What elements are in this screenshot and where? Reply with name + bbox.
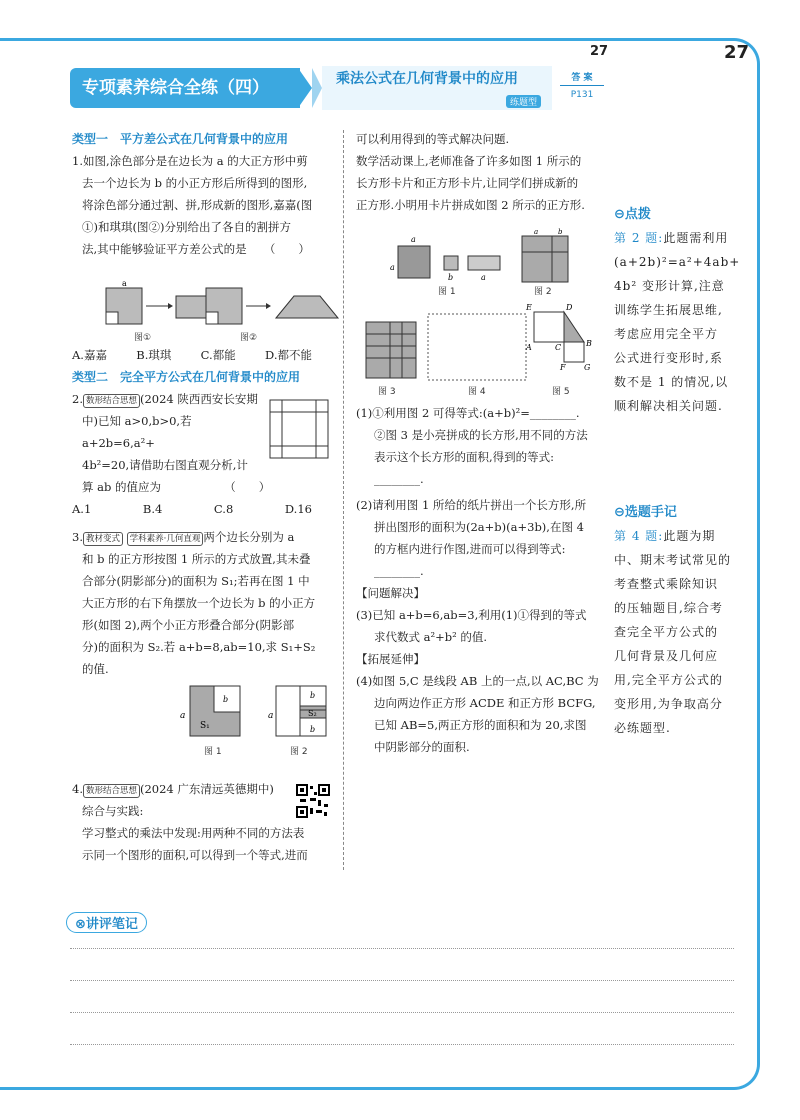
tip-line: 4b² 变形计算,注意 <box>614 279 725 293</box>
column-divider <box>343 130 344 870</box>
q1-option-b: B.琪琪 <box>136 348 172 362</box>
fig5-label-g: G <box>584 363 591 372</box>
q3-line-text: 两个边长分别为 a <box>203 530 295 544</box>
notes-line[interactable] <box>70 980 734 981</box>
tip-line: 公式进行变形时,系 <box>614 351 723 365</box>
intro-line: 正方形.小明用卡片拼成如图 2 所示的正方形. <box>356 198 585 212</box>
note-line: 考查整式乘除知识 <box>614 577 719 591</box>
fig5-label-e: E <box>526 303 532 312</box>
q2-line: 中)已知 a>0,b>0,若 a+2b=6,a²+ <box>82 414 192 450</box>
type2-heading: 类型二 完全平方公式在几何背景中的应用 <box>72 370 301 384</box>
side-column <box>614 204 754 418</box>
fig1-caption: 图 1 <box>438 287 456 297</box>
tip-title: ⊖点拨 <box>614 207 651 222</box>
q1-figures <box>100 278 340 348</box>
tip-title-text: 点拨 <box>624 207 651 222</box>
q2-option-d: D.16 <box>284 502 312 516</box>
notes-line[interactable] <box>70 1012 734 1013</box>
q1-arrow2-head <box>266 303 271 309</box>
intro-line: 可以利用得到的等式解决问题. <box>356 132 510 146</box>
q3-line: 3. 教材变式 学科素养·几何直观 两个边长分别为 a <box>72 530 295 544</box>
q3-figures <box>176 684 336 760</box>
q4-line-text: (2024 广东清远英德期中) <box>140 782 274 796</box>
fig2-square <box>522 236 568 282</box>
answer-page: P131 <box>570 90 594 100</box>
tip-line: 训练学生拓展思维, <box>614 303 723 317</box>
intro-line: 数学活动课上,老师准备了许多如图 1 所示的 <box>356 154 582 168</box>
q3-badge-2: 学科素养·几何直观 <box>127 532 204 546</box>
q1-option-d: D.都不能 <box>265 348 312 362</box>
type1-heading: 类型一 平方差公式在几何背景中的应用 <box>72 132 289 146</box>
q2-line: 4b²=20,请借助右图直观分析,计 <box>82 458 248 472</box>
tip-line: 顺利解决相关问题. <box>614 399 723 413</box>
notes-line[interactable] <box>70 948 734 949</box>
q2-figure <box>268 398 332 462</box>
fig5-label-b: B <box>586 339 592 348</box>
fig3-rect <box>366 322 416 378</box>
sub4-line: 中阴影部分的面积. <box>374 740 470 754</box>
q3-fig2-label-b2: b <box>310 725 316 734</box>
q4-line: 综合与实践: <box>82 804 144 818</box>
tip-body <box>614 226 754 418</box>
answer-reference <box>560 70 604 100</box>
section-subtitle: 乘法公式在几何背景中的应用 <box>336 71 518 87</box>
practice-tag: 练题型 <box>506 95 541 108</box>
q2-line: 2. 数形结合思想 (2024 陕西西安长安期 <box>72 392 258 406</box>
sub1-line: ②图 3 是小亮拼成的长方形,用不同的方法 <box>374 428 588 442</box>
notes-line[interactable] <box>70 1044 734 1045</box>
q3-line: 分)的面积为 S₂.若 a+b=8,ab=10,求 S₁+S₂ <box>82 640 316 654</box>
banner-arrow-light <box>312 68 322 108</box>
sub2-line: (2)请利用图 1 所给的纸片拼出一个长方形,所 <box>356 498 587 512</box>
fig1-label-a: a <box>390 263 395 272</box>
q1-line: 法,其中能够验证平方差公式的是 （ ） <box>82 242 310 256</box>
fig1-rect <box>468 256 500 270</box>
sub1-line: 表示这个长方形的面积,得到的等式: <box>374 450 555 464</box>
fig1-label-b: b <box>448 273 454 282</box>
q4-line: 4. 数形结合思想 (2024 广东清远英德期中) <box>72 782 274 796</box>
q2-options <box>72 498 312 520</box>
q3-fig1-label-b: b <box>223 695 229 704</box>
q1-fig1-caption: 图① <box>134 333 152 343</box>
q3-line: 的值. <box>82 662 109 676</box>
tip-line: (a+2b)²=a²+4ab+ <box>614 255 741 269</box>
q1-line: 去一个边长为 b 的小正方形后所得到的图形, <box>82 176 308 190</box>
q3-line: 和 b 的正方形按图 1 所示的方式放置,其未叠 <box>82 552 311 566</box>
page-number-small: 27 <box>590 44 609 59</box>
fig5-shaded-triangle <box>564 312 584 342</box>
tip-line-text: 此题需利用 <box>663 231 729 245</box>
note-line <box>614 524 754 548</box>
fig4-dashed-box <box>428 314 526 380</box>
sub4-line: 已知 AB=5,两正方形的面积和为 20,求图 <box>374 718 587 732</box>
q1-line: 将涂色部分通过割、拼,形成新的图形,嘉嘉(图 <box>82 198 313 212</box>
middle-column-2 <box>356 402 608 758</box>
q2-outer-square <box>270 400 328 458</box>
q3-fig2-label-a: a <box>268 711 274 721</box>
note-line: 的压轴题目,综合考 <box>614 601 723 615</box>
sub3-line: (3)已知 a+b=6,ab=3,利用(1)①得到的等式 <box>356 608 587 622</box>
q3-badge-1: 教材变式 <box>83 532 123 546</box>
q2-option-c: C.8 <box>213 502 234 516</box>
page-number-large: 27 <box>724 42 750 63</box>
q3-fig1-label-a: a <box>180 711 186 721</box>
fig5-label-a: A <box>526 343 532 352</box>
fig2-label-a: a <box>534 228 539 236</box>
q1-option-a: A.嘉嘉 <box>72 348 107 362</box>
fig5-label-f: F <box>560 363 566 372</box>
note-title: ⊖选题手记 <box>614 505 677 520</box>
note-line: 中、期末考试常见的 <box>614 553 732 567</box>
q3-fig1-caption: 图 1 <box>204 747 222 757</box>
q1-line: ①)和琪琪(图②)分别给出了各自的割拼方 <box>82 220 291 234</box>
fig3-caption: 图 3 <box>378 387 396 397</box>
answer-label: 答 案 <box>560 70 604 86</box>
note-line-text: 此题为期 <box>663 529 716 543</box>
sub3-line: 求代数式 a²+b² 的值. <box>374 630 488 644</box>
q2-option-a: A.1 <box>72 502 92 516</box>
q3-fig2-label-b: b <box>310 691 316 700</box>
q4-badge: 数形结合思想 <box>83 784 140 798</box>
notes-title-text: 讲评笔记 <box>85 917 138 932</box>
intro-line: 长方形卡片和正方形卡片,让同学们拼成新的 <box>356 176 579 190</box>
q1-line: 1.如图,涂色部分是在边长为 a 的大正方形中剪 <box>72 154 308 168</box>
q1-arrow1-head <box>168 303 173 309</box>
fig5-label-d: D <box>566 303 573 312</box>
tip-line: 数不是 1 的情况,以 <box>614 375 729 389</box>
tip-line: 考虑应用完全平方 <box>614 327 719 341</box>
section-banner: 专项素养综合全练（四） <box>70 68 300 108</box>
fig2-caption: 图 2 <box>534 287 552 297</box>
qr-code-icon[interactable] <box>296 784 330 818</box>
q3-fig2-caption: 图 2 <box>290 747 308 757</box>
fig2-label-b: b <box>558 228 563 236</box>
notes-title: ⊗讲评笔记 <box>66 912 147 933</box>
section-extension: 【拓展延伸】 <box>356 652 425 666</box>
q1-fig1-label-a: a <box>122 279 127 288</box>
fig1-square-b <box>444 256 458 270</box>
middle-column <box>356 128 608 216</box>
sub4-line: (4)如图 5,C 是线段 AB 上的一点,以 AC,BC 为 <box>356 674 599 688</box>
sub2-line: ________. <box>374 564 424 578</box>
note-lead: 第 4 题: <box>614 529 664 543</box>
fig4-caption: 图 4 <box>468 387 486 397</box>
sub1-line: ________. <box>374 472 424 486</box>
q1-option-c: C.都能 <box>200 348 236 362</box>
fig1-label-a2: a <box>481 273 486 282</box>
fig5-square-acde <box>534 312 564 342</box>
fig5-square-bcfg <box>564 342 584 362</box>
sub2-line: 拼出图形的面积为(2a+b)(a+3b),在图 4 <box>374 520 584 534</box>
sub2-line: 的方框内进行作图,进而可以得到等式: <box>374 542 566 556</box>
q3-line: 大正方形的右下角摆放一个边长为 b 的小正方 <box>82 596 316 610</box>
q2-line: 算 ab 的值应为 （ ） <box>82 480 271 494</box>
middle-figures <box>356 226 606 402</box>
banner-arrow <box>298 68 312 108</box>
note-line: 几何背景及几何应 <box>614 649 719 663</box>
q4-line: 示同一个图形的面积,可以得到一个等式,进而 <box>82 848 308 862</box>
q1-options <box>72 344 312 366</box>
side-column-2 <box>614 502 754 740</box>
left-column <box>72 128 334 260</box>
tip-lead: 第 2 题: <box>614 231 664 245</box>
sub1-line: (1)①利用图 2 可得等式:(a+b)²=________. <box>356 406 580 420</box>
q3-fig1-label-s1: S₁ <box>200 721 210 731</box>
q2-option-b: B.4 <box>142 502 163 516</box>
q4-line: 学习整式的乘法中发现:用两种不同的方法表 <box>82 826 305 840</box>
q1-fig1-cut <box>106 312 118 324</box>
fig5-caption: 图 5 <box>552 387 570 397</box>
note-body <box>614 524 754 740</box>
left-column-2 <box>72 344 334 680</box>
q1-fig2-cut <box>206 312 218 324</box>
note-title-text: 选题手记 <box>624 505 677 520</box>
fig1-square-a <box>398 246 430 278</box>
note-line: 必练题型. <box>614 721 671 735</box>
section-problem-solving: 【问题解决】 <box>356 586 425 600</box>
note-line: 查完全平方公式的 <box>614 625 719 639</box>
q3-line: 形(如图 2),两个小正方形叠合部分(阴影部 <box>82 618 295 632</box>
fig1-label-a-top: a <box>411 235 416 244</box>
note-line: 变形用,为争取高分 <box>614 697 723 711</box>
note-line: 用,完全平方公式的 <box>614 673 723 687</box>
q1-fig2-trapezoid <box>276 296 338 318</box>
q2-line-text: (2024 陕西西安长安期 <box>140 392 258 406</box>
q1-fig2-caption: 图② <box>240 333 258 343</box>
left-column-3 <box>72 778 334 866</box>
fig5-label-c: C <box>555 343 562 352</box>
q2-badge: 数形结合思想 <box>83 394 140 408</box>
q3-fig2-label-s2: S₂ <box>308 709 317 718</box>
q3-line: 合部分(阴影部分)的面积为 S₁;若再在图 1 中 <box>82 574 310 588</box>
sub4-line: 边向两边作正方形 ACDE 和正方形 BCFG, <box>374 696 596 710</box>
tip-line <box>614 226 754 250</box>
